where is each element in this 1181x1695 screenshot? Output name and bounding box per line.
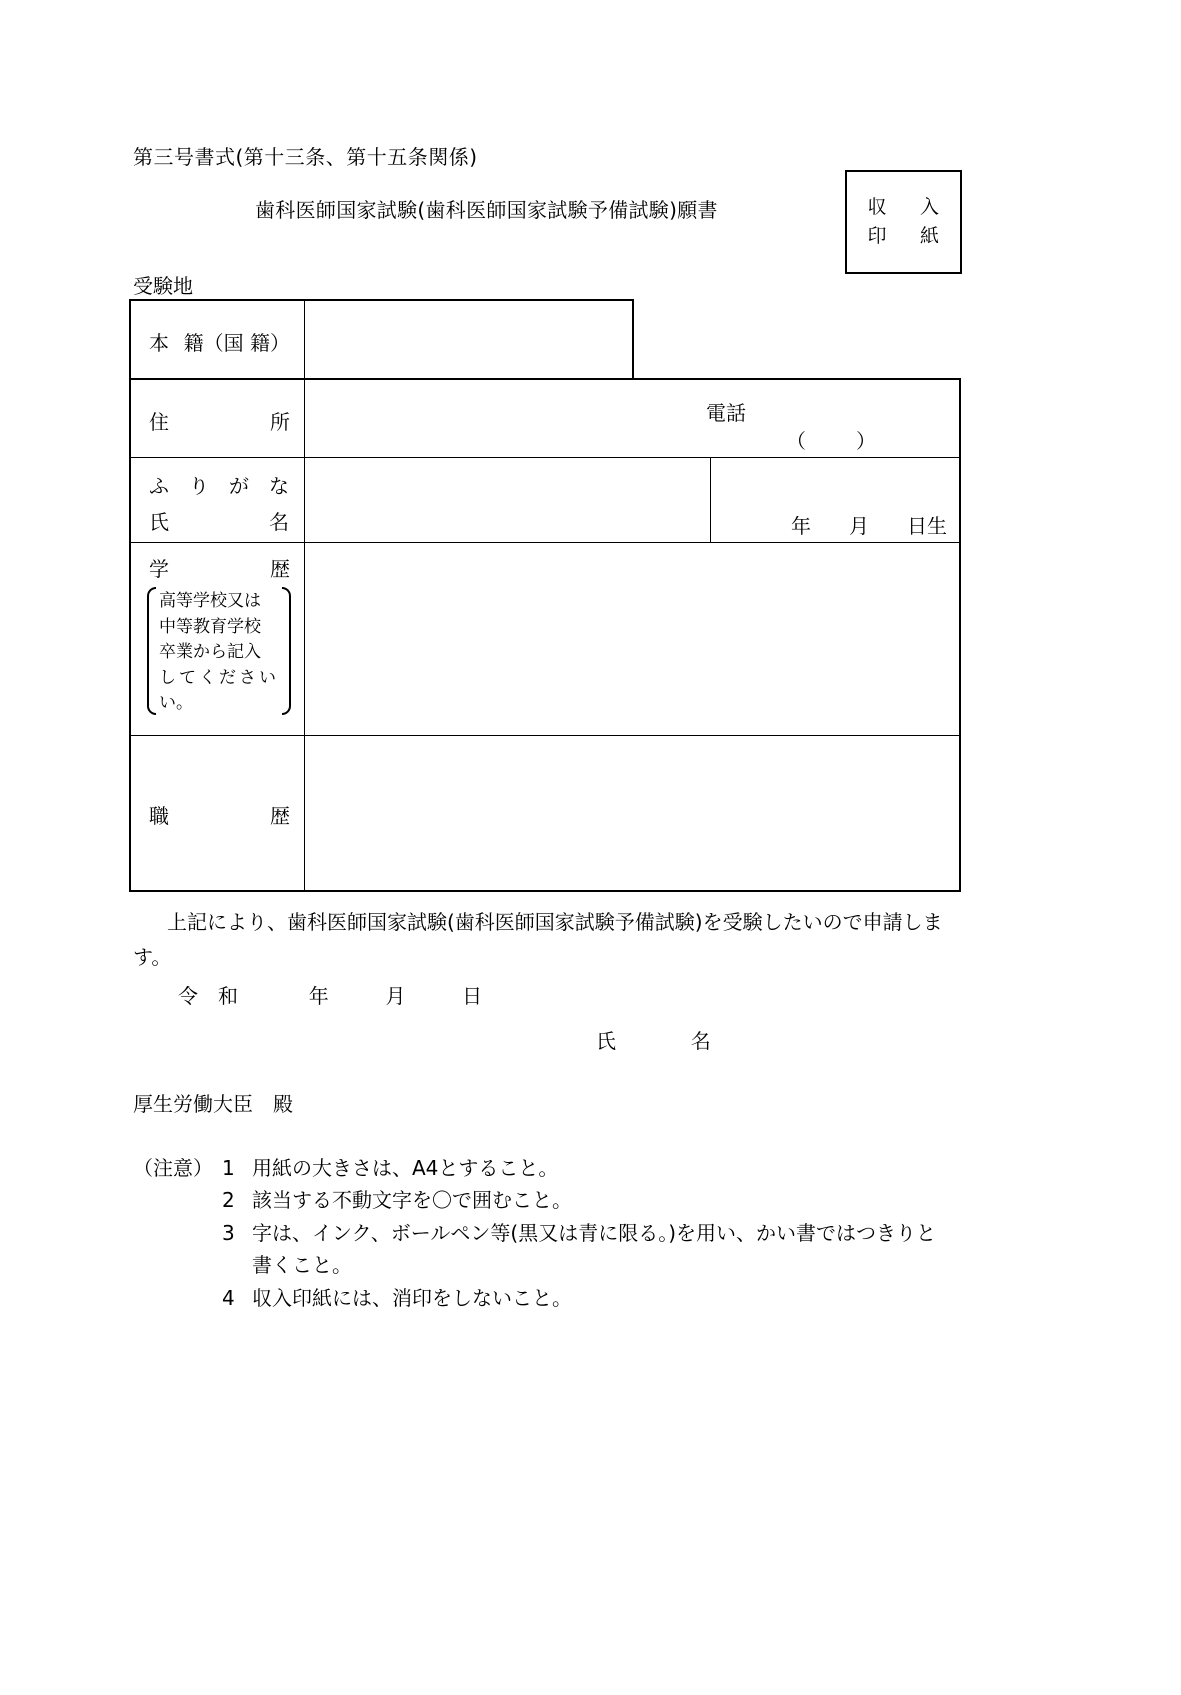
address-label-cell [131, 380, 305, 457]
date-day-label: 日 [462, 984, 483, 1008]
bracket-right [282, 587, 291, 715]
note-item [222, 1217, 993, 1249]
notes-section [133, 1152, 993, 1314]
phone-paren-open: （ [786, 429, 806, 453]
revenue-stamp-char-3: 印 [867, 225, 888, 247]
note-number: 1 [222, 1156, 235, 1180]
applicant-table [129, 299, 961, 892]
note-text: 該当する不動文字を〇で囲むこと。 [252, 1188, 572, 1213]
era-label: 令 和 [178, 984, 238, 1008]
name-birth-divider [710, 458, 711, 542]
note-number: 3 [222, 1220, 235, 1245]
exam-place-label: 受験地 [133, 274, 193, 298]
education-note-line-4: してください [159, 667, 279, 688]
work-history-label: 職 歴 [149, 804, 290, 828]
note-continuation: 書くこと。 [252, 1253, 352, 1278]
name-label: 氏 名 [149, 510, 289, 534]
bracket-left [147, 587, 156, 715]
education-instruction-note [147, 587, 291, 715]
document-title: 歯科医師国家試験(歯科医師国家試験予備試験)願書 [255, 198, 718, 222]
revenue-stamp-char-2: 入 [919, 195, 940, 218]
education-label: 学 歴 [149, 557, 290, 581]
note-number: 2 [222, 1188, 235, 1213]
education-note-line-3: 卒業から記入 [159, 642, 261, 662]
signature-label-right: 名 [690, 1029, 711, 1053]
education-note-line-2: 中等教育学校 [159, 616, 261, 637]
signature-line [596, 1025, 711, 1054]
birth-month-label: 月 [849, 514, 869, 538]
table-row-work-history [129, 736, 961, 892]
table-row-name [129, 458, 961, 543]
furigana-label: ふ り が な [149, 474, 289, 498]
table-row-honseki [129, 299, 634, 379]
notes-heading: （注意） [133, 1156, 213, 1180]
signature-label-left: 氏 [596, 1029, 616, 1053]
table-row-address [129, 378, 961, 458]
birth-day-label: 日生 [907, 514, 947, 538]
date-month-label: 月 [385, 984, 406, 1008]
revenue-stamp-char-4: 紙 [919, 225, 940, 247]
revenue-stamp-line-2 [868, 222, 940, 251]
date-line [178, 980, 482, 1009]
note-text: 収入印紙には、消印をしないこと。 [252, 1285, 572, 1310]
birth-year-label: 年 [791, 514, 811, 538]
table-row-education [129, 543, 961, 736]
note-number: 4 [222, 1285, 235, 1310]
phone-paren-close: ） [856, 429, 876, 453]
note-text: 字は、インク、ボールペン等(黒又は青に限る。)を用い、かい書ではつきりと [252, 1220, 937, 1245]
notes-list [222, 1152, 993, 1314]
address-label: 住 所 [149, 410, 290, 434]
revenue-stamp-char-1: 収 [867, 195, 888, 218]
work-history-label-cell [131, 736, 305, 890]
education-label-cell [131, 543, 305, 735]
phone-label: 電話 [706, 401, 746, 425]
note-item [222, 1282, 993, 1314]
form-number: 第三号書式(第十三条、第十五条関係) [133, 145, 478, 169]
note-item [222, 1184, 993, 1216]
honseki-label-cell [131, 301, 305, 378]
declaration-text: 上記により、歯科医師国家試験(歯科医師国家試験予備試験)を受験したいので申請します。 [133, 910, 943, 969]
note-item [222, 1152, 993, 1184]
date-year-label: 年 [308, 984, 329, 1008]
name-label-cell [131, 458, 305, 542]
education-instruction-lines [156, 587, 282, 715]
revenue-stamp-line-1 [868, 193, 940, 222]
education-note-line-1: 高等学校又は [159, 591, 261, 611]
education-note-line-5: い。 [159, 693, 193, 713]
revenue-stamp-box [845, 170, 962, 274]
honseki-label: 本 籍（国 籍） [149, 331, 290, 355]
note-text: 用紙の大きさは、A4とすること。 [252, 1156, 559, 1180]
addressee-line: 厚生労働大臣 殿 [133, 1092, 293, 1116]
